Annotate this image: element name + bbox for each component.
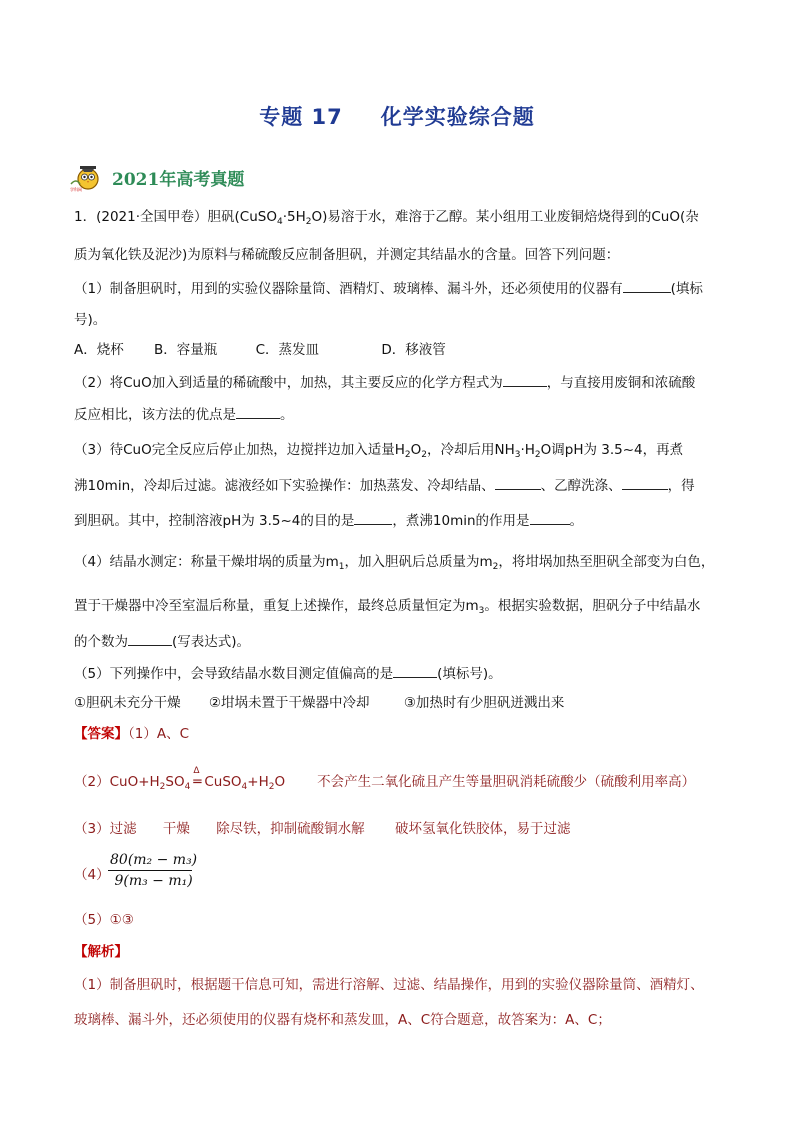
analysis-line2: 玻璃棒、漏斗外，还必须使用的仪器有烧杯和蒸发皿，A、C符合题意，故答案为：A、C；: [74, 1012, 611, 1028]
heat-delta: Δ: [193, 766, 200, 776]
answer-label: 【答案】: [74, 726, 128, 742]
page-title: [0, 101, 794, 131]
q1-intro-line2: 质为氧化铁及泥沙)为原料与稀硫酸反应制备胆矾，并测定其结晶水的含量。回答下列问题：: [74, 247, 620, 263]
section-header: [68, 162, 244, 192]
answer-fraction: [108, 852, 199, 889]
q1-part4-line1: （4）结晶水测定：称量干燥坩埚的质量为$m_1$，加入胆矾后总质量为$m_2$，将坩埚加热至胆矾全部变为白色，: [74, 554, 715, 572]
option-d: D．移液管: [381, 342, 446, 358]
q1-options: [74, 341, 446, 359]
q1-part3-line2: 沸10min，冷却后过滤。滤液经如下实验操作：加热蒸发、冷却结晶、 、乙醇洗涤、 ，得: [74, 478, 695, 494]
option-a: A．烧杯: [74, 342, 124, 358]
q1-part2-line2: 反应相比，该方法的优点是 。: [74, 407, 294, 423]
fraction-denominator: 9(m₃ − m₁): [114, 873, 193, 889]
answer-line4-prefix: （4）: [74, 867, 110, 883]
analysis-label: 【解析】: [74, 944, 128, 960]
answer-line5: （5）①③: [74, 912, 134, 928]
answer-line1: 【答案】（1）A、C: [74, 726, 190, 742]
q1-part4-line2: 置于干燥器中冷至室温后称量，重复上述操作，最终总质量恒定为$m_3$。根据实验数据，胆矾分子中结晶水: [74, 598, 701, 616]
q1-part4-line3: 的个数为 (写表达式)。: [74, 634, 251, 650]
q1-part3-line3: 到胆矾。其中，控制溶液pH为 3.5~4的目的是 ，煮沸10min的作用是 。: [74, 513, 584, 529]
answer-line3: （3）过滤 干燥 除尽铁，抑制硫酸铜水解 破坏氢氧化铁胶体，易于过滤: [74, 821, 571, 837]
svg-text:学科网: 学科网: [70, 187, 82, 192]
fraction-numerator: 80(m₂ − m₃): [110, 852, 198, 868]
q1-part1-line2: 号)。: [74, 312, 107, 328]
q1-part2-line1: （2）将CuO加入到适量的稀硫酸中，加热，其主要反应的化学方程式为 ，与直接用废铜和浓硫酸: [74, 375, 696, 391]
section-label: 2021年高考真题: [112, 169, 245, 190]
q1-part3-line1: （3）待CuO完全反应后停止加热，边搅拌边加入适量$H_2O_2$，冷却后用$NH_3\cdot H_2O$调pH为 3.5~4，再煮: [74, 442, 684, 460]
q1-intro-line1: 1．(2021·全国甲卷）胆矾$(CuSO_4\cdot 5H_2O)$易溶于水，难溶于乙醇。某小组用工业废铜焙烧得到的CuO(杂: [74, 209, 699, 227]
analysis-line1: （1）制备胆矾时，根据题干信息可知，需进行溶解、过滤、结晶操作，用到的实验仪器除量筒、酒精灯、: [74, 977, 704, 993]
answer-line2: $(2)CuO+H_2SO_4$ Δ ═ $CuSO_4+H_2O$ 不会产生二氧化硫且产生等量胆矾消耗硫酸少（硫酸利用率高）: [74, 773, 695, 796]
title-main: 化学实验综合题: [380, 105, 535, 129]
eq-sign: ═: [193, 774, 202, 790]
q1-part5-options: ①胆矾未充分干燥 ②坩埚未置于干燥器中冷却 ③加热时有少胆矾迸溅出来: [74, 695, 565, 711]
q1-part1-line1: （1）制备胆矾时，用到的实验仪器除量筒、酒精灯、玻璃棒、漏斗外，还必须使用的仪器有 (填标: [74, 281, 703, 297]
option-c: C．蒸发皿: [255, 342, 320, 358]
q1-part5-line1: （5）下列操作中，会导致结晶水数目测定值偏高的是 (填标号)。: [74, 666, 502, 682]
option-b: B．容量瓶: [154, 342, 218, 358]
title-prefix: 专题 17: [259, 105, 343, 129]
owl-logo-icon: [68, 162, 102, 192]
